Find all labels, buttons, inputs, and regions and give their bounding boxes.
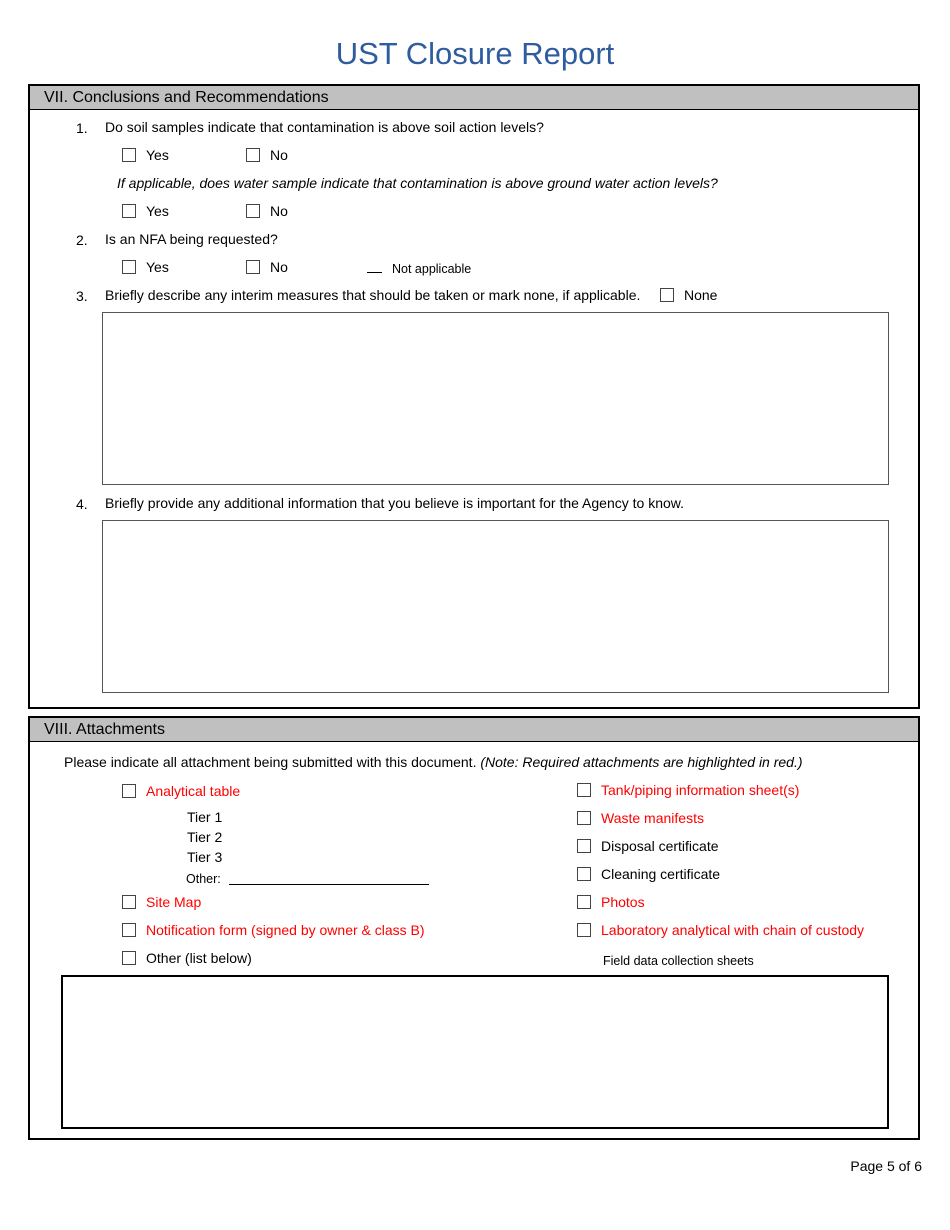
disposal-certificate-checkbox[interactable] [577,839,591,853]
question-text: Briefly provide any additional information that you believe is important for the Agency to know. [105,495,684,511]
checkbox-label: Other (list below) [146,950,252,966]
checkbox-label: Yes [146,203,169,219]
page-number: Page 5 of 6 [850,1158,922,1174]
checkbox-label: Tank/piping information sheet(s) [601,782,800,798]
attachments-instruction [64,753,803,771]
water-no-checkbox[interactable] [246,204,260,218]
photos-checkbox[interactable] [577,895,591,909]
checkbox-label: Not applicable [392,262,472,276]
soil-yes-checkbox[interactable] [122,148,136,162]
cleaning-certificate-checkbox[interactable] [577,867,591,881]
other-label: Other: [186,872,221,886]
question-number: 3. [76,288,88,304]
question-number: 4. [76,496,88,512]
checkbox-label: Yes [146,259,169,275]
not-applicable-blank[interactable] [367,272,382,273]
interim-measures-textbox[interactable] [102,312,889,485]
lab-analytical-checkbox[interactable] [577,923,591,937]
question-number: 1. [76,120,88,136]
instruction-note: (Note: Required attachments are highlighted in red.) [480,754,803,770]
checkbox-label: Analytical table [146,783,241,799]
none-checkbox[interactable] [660,288,674,302]
analytical-table-checkbox[interactable] [122,784,136,798]
question-text: Do soil samples indicate that contamination is above soil action levels? [105,119,544,135]
other-list-checkbox[interactable] [122,951,136,965]
water-yes-checkbox[interactable] [122,204,136,218]
section-heading: VIII. Attachments [30,718,918,742]
tank-piping-checkbox[interactable] [577,783,591,797]
waste-manifests-checkbox[interactable] [577,811,591,825]
other-input-line[interactable] [229,884,429,885]
field-data-label: Field data collection sheets [603,954,754,968]
nfa-yes-checkbox[interactable] [122,260,136,274]
additional-info-textbox[interactable] [102,520,889,693]
tier-option: Tier 2 [187,829,223,845]
checkbox-label: Site Map [146,894,202,910]
tier-option: Tier 1 [187,809,223,825]
checkbox-label: No [270,259,288,275]
question-text: Briefly describe any interim measures that should be taken or mark none, if applicable. [105,287,641,303]
checkbox-label: Waste manifests [601,810,704,826]
checkbox-label: No [270,203,288,219]
checkbox-label: Laboratory analytical with chain of custody [601,922,865,938]
checkbox-label: Cleaning certificate [601,866,721,882]
notification-form-checkbox[interactable] [122,923,136,937]
site-map-checkbox[interactable] [122,895,136,909]
page-title: UST Closure Report [335,36,615,71]
tier-option: Tier 3 [187,849,223,865]
question-number: 2. [76,232,88,248]
soil-no-checkbox[interactable] [246,148,260,162]
checkbox-label: Photos [601,894,645,910]
section-heading: VII. Conclusions and Recommendations [30,86,918,110]
checkbox-label: Disposal certificate [601,838,719,854]
checkbox-label: Notification form (signed by owner & class B) [146,922,425,938]
nfa-no-checkbox[interactable] [246,260,260,274]
other-attachments-textbox[interactable] [61,975,889,1129]
checkbox-label: No [270,147,288,163]
instruction-text: Please indicate all attachment being submitted with this document. [64,754,477,770]
checkbox-label: None [684,287,718,303]
checkbox-label: Yes [146,147,169,163]
question-subtext: If applicable, does water sample indicate that contamination is above ground water action levels? [117,175,718,191]
question-text: Is an NFA being requested? [105,231,278,247]
